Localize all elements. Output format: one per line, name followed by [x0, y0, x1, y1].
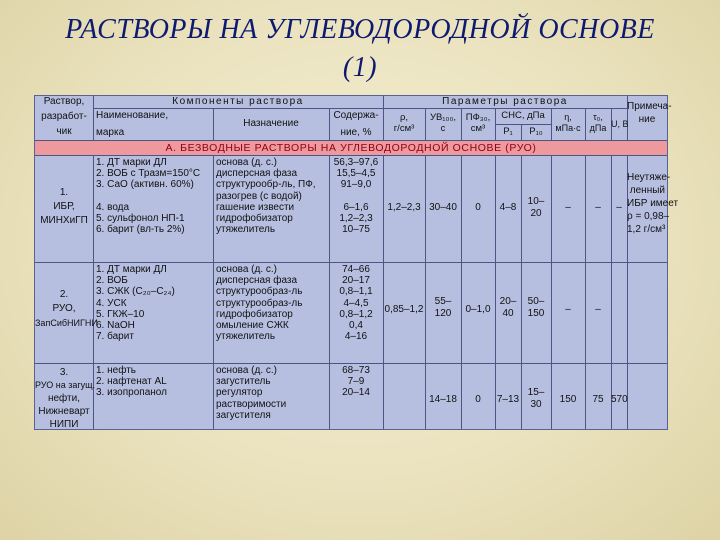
- row2-tau: –: [595, 304, 601, 315]
- row2-components: 1. ДТ марки ДЛ 2. ВОБ 3. СЖК (С₂₀–С₂₄) 4. УСК 5. ГКЖ–10 6. NaОН 7. барит: [96, 264, 175, 343]
- header-tau: τ₀, дПа: [589, 112, 607, 133]
- section-banner: А. БЕЗВОДНЫЕ РАСТВОРЫ НА УГЛЕВОДОРОДНОЙ ОСНОВЕ (РУО): [35, 141, 667, 155]
- row2-solution: 2. РУО, ЗапСибНИГНИ: [35, 289, 98, 328]
- row2-p10: 50– 150: [527, 296, 545, 319]
- header-purpose: Назначение: [243, 118, 299, 129]
- col-divider: [585, 108, 586, 429]
- row1-notes: Неутяже- ленный ИБР имеет ρ = 0,98– 1,2 г/см³: [627, 172, 679, 235]
- header-p10: Р₁₀: [529, 126, 543, 137]
- row2-purposes: основа (д. с.) дисперсная фаза структурообраз-ль структурообраз-ль гидрофобизатор омыление СЖК утяжелитель: [216, 264, 303, 343]
- row2-eta: –: [565, 304, 571, 315]
- row3-uv: 14–18: [429, 394, 457, 405]
- row1-purposes: основа (д. с.) дисперсная фаза структурообр-ль, ПФ, разогрев (с водой) гашение извести гидрофобизатор утяжелитель: [216, 157, 316, 236]
- row1-contents: 56,3–97,6 15,5–4,5 91–9,0 6–1,6 1,2–2,3 10–75: [333, 157, 379, 236]
- header-solution: Раствор, разработ- чик: [41, 96, 87, 137]
- col-divider: [495, 108, 496, 429]
- page-title: РАСТВОРЫ НА УГЛЕВОДОРОДНОЙ ОСНОВЕ: [65, 14, 655, 45]
- row3-components: 1. нефть 2. нафтенат AL 3. изопропанол: [96, 365, 167, 399]
- row3-u: 570: [611, 394, 628, 405]
- row1-pf: 0: [475, 202, 481, 213]
- header-content: Содержа- ние, %: [333, 110, 379, 138]
- row3-pf: 0: [475, 394, 481, 405]
- row3-purposes: основа (д. с.) загуститель регулятор растворимости загустителя: [216, 365, 287, 421]
- header-sns: СНС, дПа: [501, 110, 545, 121]
- row1-eta: –: [565, 202, 571, 213]
- row1-rho: 1,2–2,3: [387, 202, 421, 213]
- row-divider: [35, 363, 667, 364]
- row2-p1: 20– 40: [499, 296, 517, 319]
- row1-p1: 4–8: [499, 202, 517, 213]
- header-components-group: Компоненты раствора: [172, 96, 304, 107]
- header-p1: Р₁: [503, 126, 513, 137]
- col-divider: [213, 108, 214, 429]
- row1-u: –: [616, 202, 622, 213]
- row2-rho: 0,85–1,2: [384, 304, 424, 315]
- solutions-table: [34, 95, 679, 430]
- row3-p10: 15– 30: [527, 387, 545, 410]
- row3-solution: 3. РУО на загущ. нефти, Нижневарт НИПИ: [35, 367, 96, 430]
- header-params-group: Параметры раствора: [442, 96, 568, 107]
- section-divider: [35, 155, 667, 156]
- col-divider: [611, 108, 612, 429]
- col-divider: [551, 108, 552, 429]
- header-u: U, В: [611, 119, 629, 129]
- sns-divider: [495, 124, 551, 125]
- header-eta: η, мПа·с: [555, 112, 581, 133]
- row3-tau: 75: [592, 394, 604, 405]
- row3-p1: 7–13: [496, 394, 520, 405]
- row1-p10: 10– 20: [527, 196, 545, 219]
- col-divider: [425, 108, 426, 429]
- row2-contents: 74–66 20–17 0,8–1,1 4–4,5 0,8–1,2 0,4 4–16: [339, 264, 373, 343]
- col-divider: [521, 124, 522, 429]
- row3-contents: 68–73 7–9 20–14: [342, 365, 370, 399]
- col-divider: [461, 108, 462, 429]
- row-divider: [35, 262, 667, 263]
- row2-uv: 55– 120: [434, 296, 452, 319]
- row1-solution: 1. ИБР, МИНХиГП: [40, 187, 88, 226]
- row1-tau: –: [595, 202, 601, 213]
- row3-eta: 150: [559, 394, 577, 405]
- header-rho: ρ, г/см³: [393, 112, 415, 134]
- page-subtitle: (1): [342, 52, 378, 83]
- header-name: Наименование, марка: [96, 110, 169, 138]
- row1-uv: 30–40: [429, 202, 457, 213]
- group-divider: [93, 108, 627, 109]
- row2-pf: 0–1,0: [465, 304, 491, 315]
- header-notes: Примеча- ние: [627, 101, 672, 125]
- header-pf: ПФ₃₀, см³: [465, 112, 491, 134]
- header-uv: УВ₁₀₀, с: [429, 112, 457, 134]
- row1-components: 1. ДТ марки ДЛ 2. ВОБ с Тразм=150°С 3. СаО (активн. 60%) 4. вода 5. сульфонол НП-1 6. барит (вл-ть 2%): [96, 157, 201, 236]
